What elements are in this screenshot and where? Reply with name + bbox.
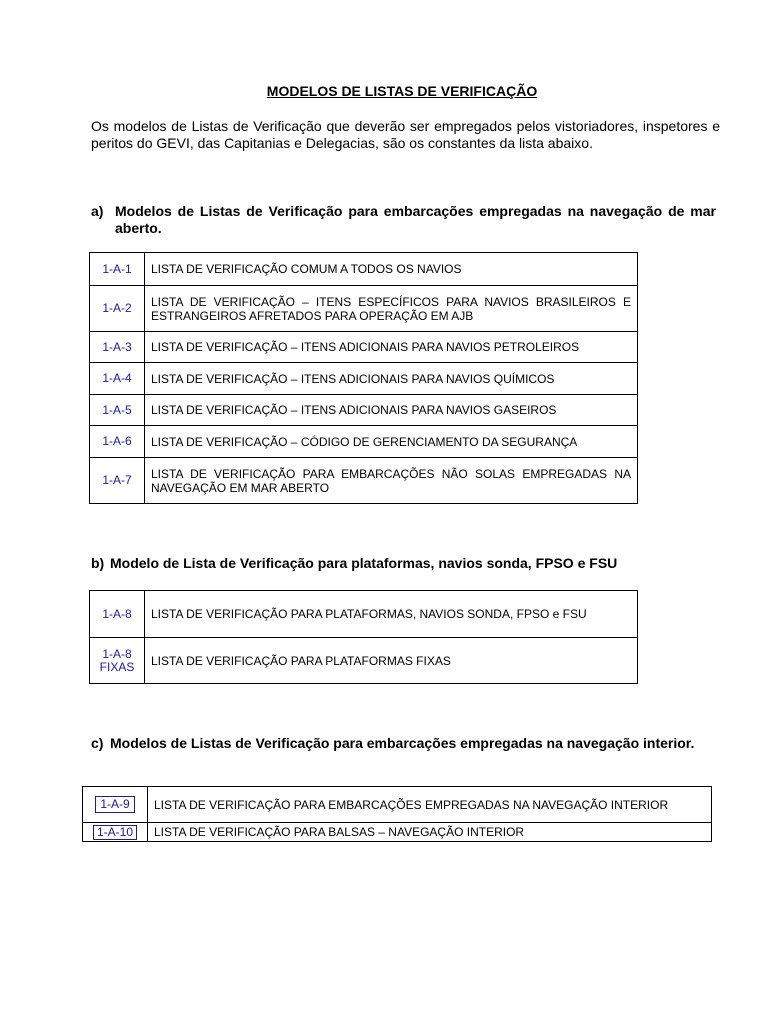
section-c-title: Modelos de Listas de Verificação para embarcações empregadas na navegação interior. [110,735,695,751]
section-b-heading [91,555,731,572]
section-a-table [89,252,638,504]
table-row [90,286,638,332]
table-row [90,332,638,363]
section-a-heading [91,203,716,237]
list-code-box: 1-A-10 [93,825,137,840]
list-code: 1-A-5 [90,395,145,426]
page-title: MODELOS DE LISTAS DE VERIFICAÇÃO [266,83,538,99]
list-code: 1-A-1 [90,253,145,286]
list-description: LISTA DE VERIFICAÇÃO – ITENS ADICIONAIS PARA NAVIOS GASEIROS [145,395,638,426]
section-a-title: Modelos de Listas de Verificação para embarcações empregadas na navegação de mar aberto. [115,203,716,236]
section-a-label: a) [91,203,104,219]
list-code: 1-A-8 [90,591,145,638]
table-row [90,395,638,426]
table-row [90,458,638,504]
list-code [83,787,148,823]
list-description: LISTA DE VERIFICAÇÃO – ITENS ESPECÍFICOS PARA NAVIOS BRASILEIROS E ESTRANGEIROS AFRETADOS PARA OPERAÇÃO EM AJB [145,286,638,332]
intro-paragraph: Os modelos de Listas de Verificação que deverão ser empregados pelos vistoriadores, inspetores e peritos do GEVI, das Capitanias e Delegacias, são os constantes da lista abaixo. [91,118,720,151]
list-code: 1-A-3 [90,332,145,363]
table-row [83,823,712,842]
section-b-label: b) [91,555,105,571]
list-description: LISTA DE VERIFICAÇÃO COMUM A TODOS OS NAVIOS [145,253,638,286]
list-code [90,638,145,684]
list-description: LISTA DE VERIFICAÇÃO PARA EMBARCAÇÕES EMPREGADAS NA NAVEGAÇÃO INTERIOR [148,787,712,823]
list-code: 1-A-4 [90,363,145,395]
list-description: LISTA DE VERIFICAÇÃO PARA EMBARCAÇÕES NÃO SOLAS EMPREGADAS NA NAVEGAÇÃO EM MAR ABERTO [145,458,638,504]
list-code-box: 1-A-9 [95,796,134,813]
table-row [90,363,638,395]
table-row [90,426,638,458]
list-code: 1-A-6 [90,426,145,458]
table-row [90,253,638,286]
list-description: LISTA DE VERIFICAÇÃO PARA PLATAFORMAS, NAVIOS SONDA, FPSO e FSU [145,591,638,638]
section-b-title: Modelo de Lista de Verificação para plataformas, navios sonda, FPSO e FSU [110,555,618,571]
list-description: LISTA DE VERIFICAÇÃO – ITENS ADICIONAIS PARA NAVIOS QUÍMICOS [145,363,638,395]
table-row [90,638,638,684]
section-c-heading [91,735,713,752]
list-code: 1-A-2 [90,286,145,332]
list-description: LISTA DE VERIFICAÇÃO – ITENS ADICIONAIS PARA NAVIOS PETROLEIROS [145,332,638,363]
table-row [90,591,638,638]
section-c-table [82,786,712,842]
list-description: LISTA DE VERIFICAÇÃO PARA PLATAFORMAS FIXAS [145,638,638,684]
list-description: LISTA DE VERIFICAÇÃO – CÓDIGO DE GERENCIAMENTO DA SEGURANÇA [145,426,638,458]
list-code-suffix: FIXAS [99,659,135,674]
list-code: 1-A-7 [90,458,145,504]
section-b-table [89,590,638,684]
list-description: LISTA DE VERIFICAÇÃO PARA BALSAS – NAVEGAÇÃO INTERIOR [148,823,712,842]
list-code [83,823,148,842]
section-c-label: c) [91,735,104,751]
list-code-line: 1-A-8 [102,646,132,661]
table-row [83,787,712,823]
